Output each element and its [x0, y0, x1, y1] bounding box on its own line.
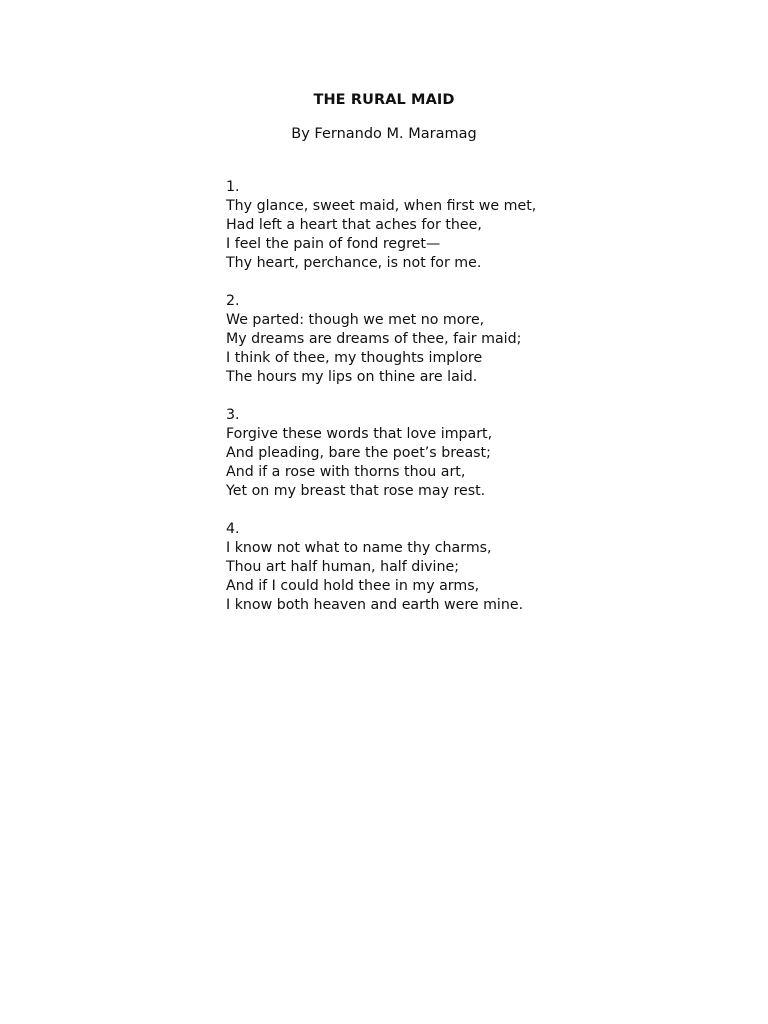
poem-author: By Fernando M. Maramag — [291, 126, 477, 142]
poem-line: Thou art half human, half divine; — [226, 559, 459, 575]
poem-line: Had left a heart that aches for thee, — [226, 217, 482, 233]
poem-line: I know not what to name thy charms, — [226, 540, 492, 556]
stanza-number: 1. — [226, 179, 240, 195]
poem-line: Forgive these words that love impart, — [226, 426, 493, 442]
stanza-2 — [226, 292, 706, 387]
stanza-1 — [226, 178, 706, 273]
poem-line: And if I could hold thee in my arms, — [226, 578, 480, 594]
poem-line: We parted: though we met no more, — [226, 312, 485, 328]
poem-line: Thy glance, sweet maid, when first we met, — [226, 198, 537, 214]
poem-line: I feel the pain of fond regret— — [226, 236, 441, 252]
poem-line: The hours my lips on thine are laid. — [226, 369, 478, 385]
poem-line: And if a rose with thorns thou art, — [226, 464, 466, 480]
poem-title: THE RURAL MAID — [313, 92, 455, 108]
poem-line: My dreams are dreams of thee, fair maid; — [226, 331, 522, 347]
stanza-number: 2. — [226, 293, 240, 309]
poem-line: I know both heaven and earth were mine. — [226, 597, 524, 613]
stanza-number: 4. — [226, 521, 240, 537]
stanza-4 — [226, 520, 706, 615]
poem-body — [226, 178, 706, 634]
stanza-3 — [226, 406, 706, 501]
poem-line: Thy heart, perchance, is not for me. — [226, 255, 482, 271]
poem-line: And pleading, bare the poet’s breast; — [226, 445, 491, 461]
stanza-number: 3. — [226, 407, 240, 423]
poem-line: Yet on my breast that rose may rest. — [226, 483, 486, 499]
poem-line: I think of thee, my thoughts implore — [226, 350, 483, 366]
